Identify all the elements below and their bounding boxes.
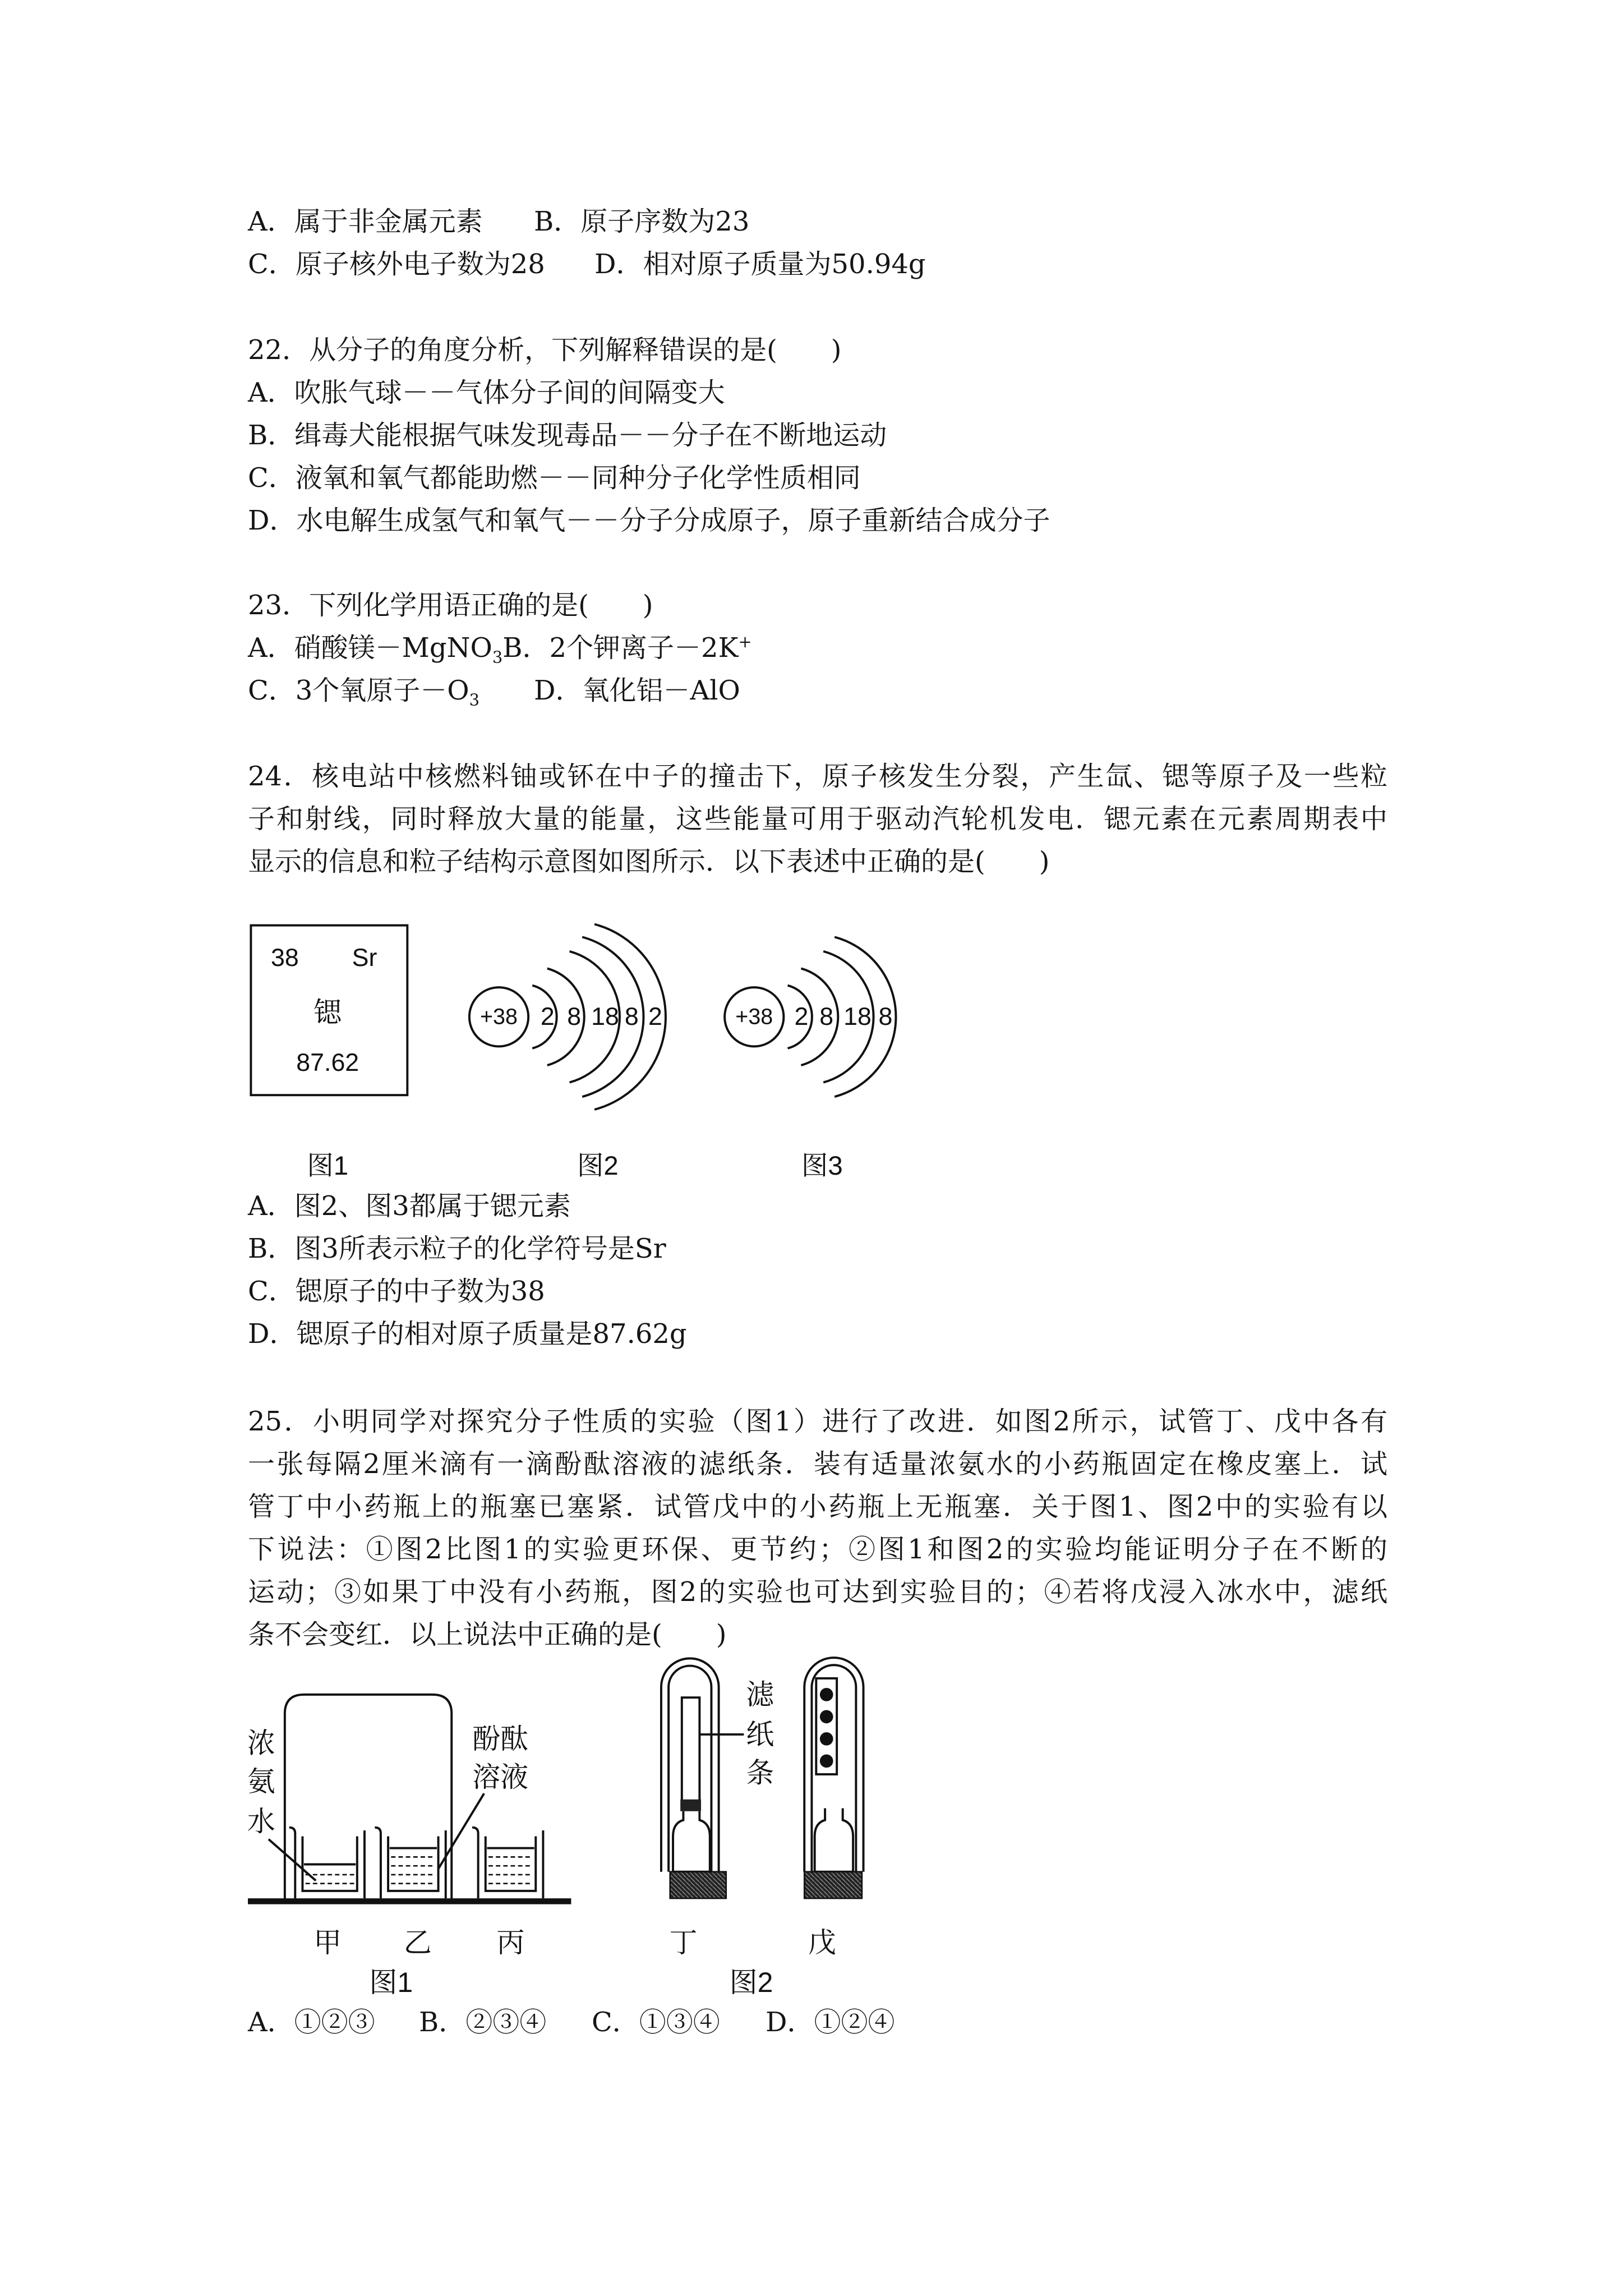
question-25-options	[248, 2001, 1387, 2044]
q25-stem-line: 运动；③如果丁中没有小药瓶，图2的实验也可达到实验目的；④若将戊浸入冰水中，滤纸	[248, 1576, 1387, 1608]
experiment-fig2	[661, 1658, 864, 1998]
figure-caption: 图2	[577, 1151, 619, 1181]
q25-figure	[236, 1646, 886, 2015]
medicine-bottle	[815, 1809, 853, 1872]
q22-option-c: C．液氧和氧气都能助燃－－同种分子化学性质相同	[248, 462, 861, 494]
filter-paper-strip	[682, 1697, 700, 1803]
beaker-label: 乙	[403, 1927, 432, 1959]
ammonia-label-char: 氨	[247, 1766, 275, 1798]
tube-label: 丁	[669, 1927, 698, 1959]
tube-outer-wall	[804, 1658, 863, 1872]
medicine-bottle	[673, 1811, 710, 1872]
question-24-options	[248, 1185, 1387, 1355]
q25-option-b: B．②③④	[419, 2007, 547, 2038]
element-symbol: Sr	[352, 944, 377, 972]
experiment-fig1	[247, 1695, 571, 1998]
shell-electron-count: 2	[648, 1003, 662, 1031]
atom-structure-fig2	[469, 924, 666, 1110]
q24-option-d: D．锶原子的相对原子质量是87.62g	[248, 1318, 687, 1350]
beaker-outer-wall	[472, 1828, 543, 1898]
q23-stem: 23．下列化学用语正确的是( )	[248, 590, 653, 621]
figure-caption: 图2	[729, 1967, 773, 1999]
atomic-number: 38	[271, 944, 299, 972]
q21-options	[248, 200, 1387, 286]
figure-caption: 图1	[369, 1967, 413, 1999]
phenolphthalein-dot	[820, 1754, 833, 1768]
beaker-outer-wall	[289, 1828, 365, 1898]
bell-jar	[285, 1695, 451, 1901]
q25-stem-line: 条不会变红．以上说法中正确的是( )	[248, 1619, 727, 1650]
q23-options-line-2	[248, 669, 1387, 712]
rubber-stopper	[670, 1872, 726, 1898]
q21-options-line-2	[248, 243, 1387, 286]
q24-option-c: C．锶原子的中子数为38	[248, 1276, 545, 1307]
q23-option-c-subscript: 3	[469, 690, 479, 710]
q25-stem-line: 一张每隔2厘米滴有一滴酚酞溶液的滤纸条．装有适量浓氨水的小药瓶固定在橡皮塞上．试	[248, 1448, 1387, 1480]
filter-label-char: 条	[746, 1757, 774, 1789]
beaker-inner-wall	[388, 1837, 438, 1891]
shell-electron-count: 18	[591, 1003, 619, 1031]
atomic-mass: 87.62	[296, 1048, 359, 1076]
ammonia-label-char: 浓	[247, 1727, 275, 1759]
phenolphthalein-dot	[820, 1732, 833, 1746]
beaker-label: 甲	[313, 1927, 342, 1959]
q24-figure	[236, 908, 930, 1188]
beaker-jia	[289, 1828, 365, 1898]
q24-stem-line: 显示的信息和粒子结构示意图如图所示．以下表述中正确的是( )	[248, 846, 1050, 877]
rubber-stopper	[804, 1872, 862, 1898]
shell-electron-count: 8	[819, 1003, 834, 1031]
q23-option-a-subscript: 3	[492, 647, 503, 667]
q23-option-d: D．氧化铝－AlO	[534, 675, 740, 706]
beaker-bing	[472, 1828, 543, 1898]
shell-electron-count: 8	[567, 1003, 582, 1031]
element-name: 锶	[313, 996, 342, 1028]
filter-label-char: 滤	[746, 1678, 774, 1710]
q21-option-a: A．属于非金属元素	[248, 206, 483, 237]
q22-option-a: A．吹胀气球－－气体分子间的间隔变大	[248, 377, 725, 408]
tube-inner-wall	[811, 1665, 856, 1871]
shell-electron-count: 2	[794, 1003, 809, 1031]
q24-option-b: B．图3所表示粒子的化学符号是Sr	[248, 1233, 666, 1264]
filter-label-char: 纸	[746, 1718, 774, 1750]
q25-option-d: D．①②④	[766, 2007, 895, 2038]
nucleus-charge: +38	[480, 1004, 518, 1029]
phenolphthalein-label: 溶液	[472, 1761, 529, 1793]
q23-option-c: C．3个氧原子－O	[248, 675, 469, 706]
q25-option-a: A．①②③	[248, 2007, 375, 2038]
ion-structure-fig3	[725, 937, 896, 1097]
q21-option-d: D．相对原子质量为50.94g	[594, 249, 926, 280]
tube-label: 戊	[808, 1927, 836, 1959]
figure-caption: 图3	[801, 1151, 843, 1181]
bottle-cap	[680, 1800, 701, 1811]
q21-option-b: B．原子序数为23	[534, 206, 750, 237]
q23-options-line-1	[248, 627, 1387, 669]
q22-option-b: B．缉毒犬能根据气味发现毒品－－分子在不断地运动	[248, 420, 887, 451]
q23-option-a: A．硝酸镁－MgNO	[248, 632, 492, 664]
q21-options-line-1	[248, 200, 1387, 243]
nucleus-charge: +38	[735, 1004, 773, 1029]
shell-electron-count: 8	[624, 1003, 639, 1031]
q24-stem-line: 24．核电站中核燃料铀或钚在中子的撞击下，原子核发生分裂，产生氙、锶等原子及一些粒	[248, 761, 1387, 792]
shell-electron-count: 8	[878, 1003, 893, 1031]
shell-electron-count: 2	[540, 1003, 555, 1031]
ammonia-label-char: 水	[247, 1806, 275, 1838]
q23-option-b: B．2个钾离子－2K	[502, 632, 739, 664]
figure-caption: 图1	[307, 1151, 349, 1181]
q23-option-b-superscript: +	[738, 632, 752, 651]
phenolphthalein-label: 酚酞	[472, 1723, 529, 1755]
beaker-inner-wall	[486, 1837, 536, 1891]
beaker-outer-wall	[375, 1828, 445, 1898]
shell-electron-count: 18	[843, 1003, 872, 1031]
q25-option-c: C．①③④	[592, 2007, 720, 2038]
question-23	[248, 584, 1387, 712]
phenolphthalein-dot	[820, 1688, 833, 1701]
element-card	[251, 926, 407, 1096]
q22-option-d: D．水电解生成氢气和氧气－－分子分成原子，原子重新结合成分子	[248, 505, 1050, 536]
q25-stem-line: 25．小明同学对探究分子性质的实验（图1）进行了改进．如图2所示，试管丁、戊中各有	[248, 1406, 1387, 1437]
test-tube-wu	[804, 1658, 863, 1898]
question-22	[248, 329, 1387, 542]
beaker-yi	[375, 1828, 445, 1898]
question-25-stem	[248, 1400, 1387, 1656]
q25-stem-line: 下说法：①图2比图1的实验更环保、更节约；②图1和图2的实验均能证明分子在不断的	[248, 1534, 1387, 1565]
q22-stem: 22．从分子的角度分析，下列解释错误的是( )	[248, 334, 842, 366]
question-24-stem	[248, 755, 1387, 883]
q23-option-c-wrap	[248, 669, 534, 712]
q21-option-c: C．原子核外电子数为28	[248, 249, 545, 280]
beaker-label: 丙	[496, 1927, 525, 1959]
test-tube-ding	[661, 1658, 726, 1898]
q25-stem-line: 管丁中小药瓶上的瓶塞已塞紧．试管戊中的小药瓶上无瓶塞．关于图1、图2中的实验有以	[248, 1491, 1387, 1522]
ammonia-pointer-line	[269, 1839, 316, 1881]
phenolphthalein-dot	[820, 1710, 833, 1724]
q25-options-line	[248, 2001, 1387, 2044]
q24-stem-line: 子和射线，同时释放大量的能量，这些能量可用于驱动汽轮机发电．锶元素在元素周期表中	[248, 803, 1387, 835]
q24-option-a: A．图2、图3都属于锶元素	[248, 1190, 571, 1222]
